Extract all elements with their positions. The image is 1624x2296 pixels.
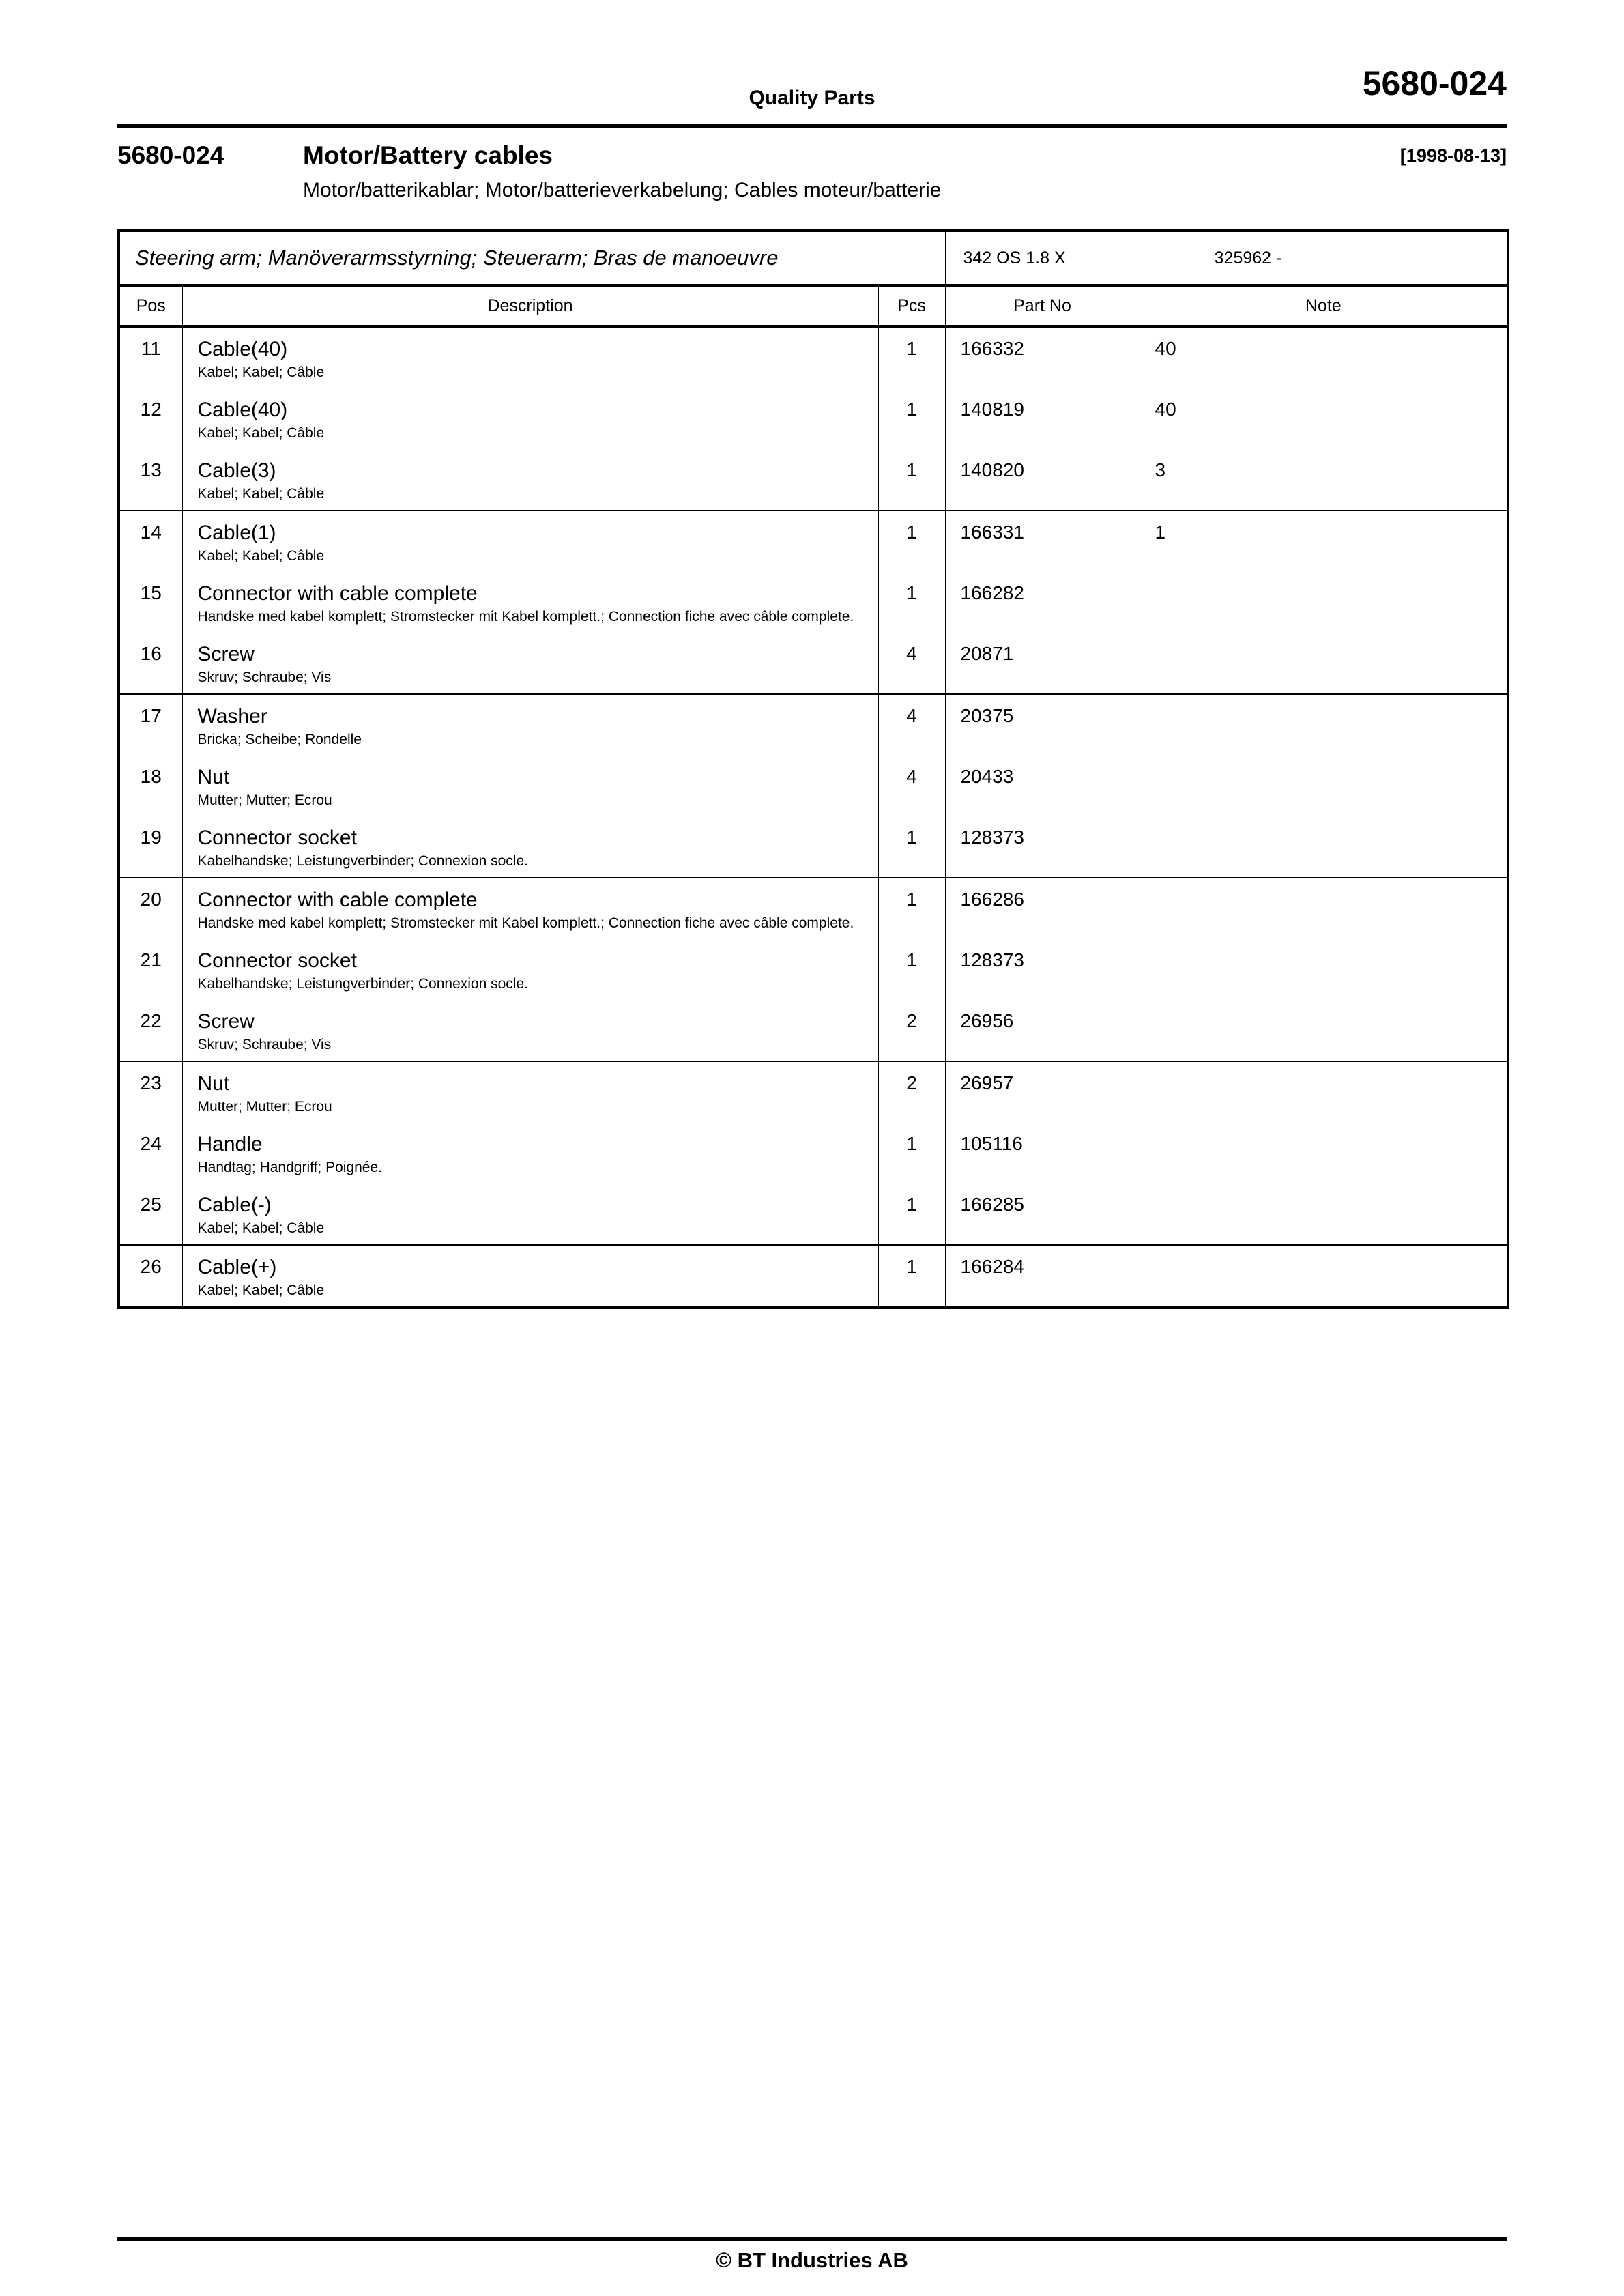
table-row[interactable] — [119, 1183, 1508, 1245]
cell-description — [182, 694, 878, 756]
cell-pos — [119, 1245, 182, 1308]
part-name: Nut — [197, 1072, 230, 1095]
part-name: Screw — [197, 1010, 255, 1033]
part-translations: Kabel; Kabel; Câble — [197, 425, 325, 441]
part-translations: Bricka; Scheibe; Rondelle — [197, 732, 362, 747]
cell-description — [182, 326, 878, 388]
part-name: Connector socket — [197, 827, 357, 849]
cell-description — [182, 511, 878, 572]
part-translations: Skruv; Schraube; Vis — [197, 1037, 332, 1052]
description-wrapper — [183, 449, 878, 510]
cell-note — [1140, 511, 1508, 572]
cell-note — [1140, 1245, 1508, 1308]
cell-pcs — [878, 572, 945, 633]
cell-description — [182, 388, 878, 449]
quantity: 1 — [906, 338, 917, 359]
cell-pos — [119, 1061, 182, 1123]
parts-table-body — [119, 231, 1508, 1308]
cell-pcs — [878, 816, 945, 878]
part-name: Washer — [197, 705, 267, 728]
header-divider — [117, 124, 1507, 128]
cell-note — [1140, 572, 1508, 633]
position-number: 16 — [140, 643, 162, 664]
assembly-model-cell — [945, 231, 1140, 285]
parts-table — [117, 229, 1509, 1309]
table-row[interactable] — [119, 1123, 1508, 1183]
description-wrapper — [183, 816, 878, 877]
cell-part-no — [945, 1245, 1140, 1308]
part-name: Cable(40) — [197, 399, 288, 421]
position-number: 25 — [140, 1194, 162, 1215]
table-row[interactable] — [119, 449, 1508, 511]
description-wrapper — [183, 1246, 878, 1306]
table-row[interactable] — [119, 1245, 1508, 1308]
table-row[interactable] — [119, 326, 1508, 388]
description-wrapper — [183, 511, 878, 572]
cell-description — [182, 633, 878, 694]
note-value: 40 — [1155, 338, 1176, 359]
cell-note — [1140, 694, 1508, 756]
cell-description — [182, 572, 878, 633]
table-row[interactable] — [119, 633, 1508, 694]
part-translations: Kabelhandske; Leistungverbinder; Connexion socle. — [197, 976, 528, 992]
cell-pcs — [878, 1061, 945, 1123]
assembly-serial-range: 325962 - — [1214, 248, 1282, 268]
cell-part-no — [945, 1000, 1140, 1061]
position-number: 14 — [140, 521, 162, 543]
cell-pcs — [878, 756, 945, 816]
cell-pos — [119, 633, 182, 694]
cell-part-no — [945, 1123, 1140, 1183]
cell-pos — [119, 1123, 182, 1183]
cell-pcs — [878, 1245, 945, 1308]
assembly-model: 342 OS 1.8 X — [963, 248, 1066, 268]
part-number: 140820 — [960, 459, 1024, 480]
position-number: 23 — [140, 1072, 162, 1093]
cell-note — [1140, 1183, 1508, 1245]
column-header-part-no: Part No — [945, 285, 1140, 326]
cell-pos — [119, 388, 182, 449]
cell-part-no — [945, 816, 1140, 878]
description-wrapper — [183, 878, 878, 939]
cell-pcs — [878, 633, 945, 694]
table-row[interactable] — [119, 878, 1508, 939]
part-translations: Kabel; Kabel; Câble — [197, 1282, 325, 1298]
cell-description — [182, 1123, 878, 1183]
table-row[interactable] — [119, 694, 1508, 756]
assembly-name-cell — [119, 231, 945, 285]
cell-pos — [119, 1000, 182, 1061]
part-number: 166282 — [960, 582, 1024, 603]
position-number: 17 — [140, 705, 162, 726]
cell-pos — [119, 572, 182, 633]
cell-pos — [119, 326, 182, 388]
header-top-row — [117, 65, 1507, 114]
description-wrapper — [183, 328, 878, 388]
description-wrapper — [183, 572, 878, 633]
quantity: 2 — [906, 1072, 917, 1093]
note-value — [1140, 572, 1507, 605]
cell-pcs — [878, 449, 945, 511]
part-number: 128373 — [960, 949, 1024, 971]
description-wrapper — [183, 1062, 878, 1123]
description-wrapper — [183, 1000, 878, 1061]
catalog-title: Quality Parts — [749, 87, 875, 109]
quantity: 4 — [906, 705, 917, 726]
part-translations: Mutter; Mutter; Ecrou — [197, 1099, 332, 1115]
note-value — [1140, 756, 1507, 788]
position-number: 13 — [140, 459, 162, 480]
cell-pos — [119, 449, 182, 511]
cell-note — [1140, 633, 1508, 694]
cell-description — [182, 816, 878, 878]
cell-description — [182, 1000, 878, 1061]
note-value: 40 — [1155, 399, 1176, 420]
note-value — [1140, 1123, 1507, 1156]
description-wrapper — [183, 1183, 878, 1244]
table-row[interactable] — [119, 1000, 1508, 1061]
part-number: 26956 — [960, 1010, 1014, 1031]
part-number: 166332 — [960, 338, 1024, 359]
description-wrapper — [183, 388, 878, 449]
section-title-block — [117, 141, 1507, 213]
description-wrapper — [183, 756, 878, 816]
description-wrapper — [183, 695, 878, 756]
description-wrapper — [183, 633, 878, 693]
section-name: Motor/Battery cables — [303, 141, 553, 169]
quantity: 1 — [906, 827, 917, 848]
description-wrapper — [183, 939, 878, 1000]
quantity: 1 — [906, 582, 917, 603]
cell-pcs — [878, 388, 945, 449]
part-name: Connector with cable complete — [197, 582, 478, 605]
part-translations: Handtag; Handgriff; Poignée. — [197, 1160, 382, 1175]
cell-pcs — [878, 1123, 945, 1183]
part-number: 26957 — [960, 1072, 1014, 1093]
position-number: 11 — [141, 338, 161, 359]
part-translations: Kabelhandske; Leistungverbinder; Connexion socle. — [197, 853, 528, 869]
cell-part-no — [945, 633, 1140, 694]
cell-part-no — [945, 511, 1140, 572]
cell-note — [1140, 756, 1508, 816]
column-header-pcs: Pcs — [878, 285, 945, 326]
revision-date: [1998-08-13] — [1400, 145, 1507, 166]
note-value — [1140, 1183, 1507, 1216]
cell-pcs — [878, 326, 945, 388]
quantity: 2 — [906, 1010, 917, 1031]
position-number: 12 — [140, 399, 162, 420]
quantity: 1 — [906, 399, 917, 420]
part-name: Cable(-) — [197, 1194, 272, 1216]
part-name: Screw — [197, 643, 255, 665]
cell-description — [182, 449, 878, 511]
part-number: 20871 — [960, 643, 1014, 664]
column-header-row — [119, 285, 1508, 326]
cell-pcs — [878, 939, 945, 1000]
part-translations: Skruv; Schraube; Vis — [197, 670, 332, 685]
cell-part-no — [945, 756, 1140, 816]
part-name: Cable(3) — [197, 459, 276, 482]
assembly-name: Steering arm; Manöverarmsstyrning; Steuerarm; Bras de manoeuvre — [135, 246, 779, 270]
part-name: Nut — [197, 766, 230, 788]
section-code: 5680-024 — [117, 141, 224, 169]
part-translations: Handske med kabel komplett; Stromstecker mit Kabel komplett.; Connection fiche avec câble complete. — [197, 609, 854, 625]
part-translations: Handske med kabel komplett; Stromstecker mit Kabel komplett.; Connection fiche avec câble complete. — [197, 915, 854, 931]
column-header-pos: Pos — [119, 285, 182, 326]
cell-note — [1140, 388, 1508, 449]
cell-pos — [119, 939, 182, 1000]
quantity: 1 — [906, 1256, 917, 1277]
cell-pos — [119, 1183, 182, 1245]
position-number: 15 — [140, 582, 162, 603]
part-translations: Kabel; Kabel; Câble — [197, 364, 325, 380]
quantity: 1 — [906, 1133, 917, 1154]
cell-description — [182, 878, 878, 939]
cell-description — [182, 1061, 878, 1123]
cell-description — [182, 939, 878, 1000]
footer-divider — [117, 2237, 1507, 2241]
cell-part-no — [945, 878, 1140, 939]
part-name: Connector with cable complete — [197, 889, 478, 911]
note-value — [1140, 1062, 1507, 1095]
cell-pos — [119, 694, 182, 756]
cell-pcs — [878, 1183, 945, 1245]
position-number: 26 — [140, 1256, 162, 1277]
cell-part-no — [945, 694, 1140, 756]
position-number: 20 — [140, 889, 162, 910]
section-subtitle: Motor/batterikablar; Motor/batterieverkabelung; Cables moteur/batterie — [303, 179, 942, 201]
assembly-subtitle-row — [119, 231, 1508, 285]
part-number: 166284 — [960, 1256, 1024, 1277]
cell-note — [1140, 1061, 1508, 1123]
cell-part-no — [945, 939, 1140, 1000]
cell-note — [1140, 326, 1508, 388]
part-number: 20375 — [960, 705, 1014, 726]
cell-pos — [119, 511, 182, 572]
part-number: 105116 — [960, 1133, 1023, 1154]
page-header — [117, 65, 1507, 114]
cell-part-no — [945, 449, 1140, 511]
table-row[interactable] — [119, 1061, 1508, 1123]
cell-pcs — [878, 511, 945, 572]
cell-pos — [119, 756, 182, 816]
column-header-note: Note — [1140, 285, 1508, 326]
cell-pcs — [878, 1000, 945, 1061]
cell-note — [1140, 939, 1508, 1000]
table-row[interactable] — [119, 816, 1508, 878]
cell-note — [1140, 1000, 1508, 1061]
part-number: 166286 — [960, 889, 1024, 910]
part-translations: Kabel; Kabel; Câble — [197, 548, 325, 564]
part-translations: Kabel; Kabel; Câble — [197, 486, 325, 502]
part-number: 140819 — [960, 399, 1024, 420]
copyright-notice: © BT Industries AB — [716, 2248, 908, 2272]
part-number: 166285 — [960, 1194, 1024, 1215]
cell-description — [182, 1245, 878, 1308]
part-translations: Mutter; Mutter; Ecrou — [197, 792, 332, 808]
cell-pcs — [878, 878, 945, 939]
note-value — [1140, 878, 1507, 911]
position-number: 22 — [140, 1010, 162, 1031]
part-translations: Kabel; Kabel; Câble — [197, 1220, 325, 1236]
cell-part-no — [945, 572, 1140, 633]
quantity: 1 — [906, 889, 917, 910]
position-number: 19 — [140, 827, 162, 848]
position-number: 21 — [140, 949, 162, 971]
table-row[interactable] — [119, 511, 1508, 572]
position-number: 18 — [140, 766, 162, 787]
part-name: Cable(40) — [197, 338, 288, 360]
note-value — [1140, 633, 1507, 665]
cell-note — [1140, 816, 1508, 878]
note-value — [1140, 939, 1507, 972]
note-value — [1140, 695, 1507, 728]
assembly-serial-cell — [1140, 231, 1508, 285]
cell-note — [1140, 1123, 1508, 1183]
cell-note — [1140, 449, 1508, 511]
note-value — [1140, 1246, 1507, 1278]
part-name: Connector socket — [197, 949, 357, 972]
quantity: 4 — [906, 643, 917, 664]
cell-pcs — [878, 694, 945, 756]
cell-part-no — [945, 1061, 1140, 1123]
quantity: 1 — [906, 459, 917, 480]
part-number: 128373 — [960, 827, 1024, 848]
note-value — [1140, 816, 1507, 849]
note-value: 3 — [1155, 459, 1166, 480]
document-number: 5680-024 — [1362, 64, 1507, 102]
quantity: 1 — [906, 949, 917, 971]
part-name: Cable(1) — [197, 521, 276, 544]
cell-pos — [119, 816, 182, 878]
cell-part-no — [945, 388, 1140, 449]
part-number: 166331 — [960, 521, 1024, 543]
description-wrapper — [183, 1123, 878, 1183]
quantity: 1 — [906, 521, 917, 543]
cell-description — [182, 1183, 878, 1245]
cell-part-no — [945, 1183, 1140, 1245]
cell-part-no — [945, 326, 1140, 388]
note-value — [1140, 1000, 1507, 1033]
cell-description — [182, 756, 878, 816]
table-row[interactable] — [119, 388, 1508, 449]
part-name: Cable(+) — [197, 1256, 277, 1278]
position-number: 24 — [140, 1133, 162, 1154]
quantity: 1 — [906, 1194, 917, 1215]
quantity: 4 — [906, 766, 917, 787]
part-name: Handle — [197, 1133, 263, 1156]
column-header-description: Description — [182, 285, 878, 326]
note-value: 1 — [1155, 521, 1166, 543]
part-number: 20433 — [960, 766, 1014, 787]
table-row[interactable] — [119, 756, 1508, 816]
cell-pos — [119, 878, 182, 939]
table-row[interactable] — [119, 939, 1508, 1000]
cell-note — [1140, 878, 1508, 939]
table-row[interactable] — [119, 572, 1508, 633]
